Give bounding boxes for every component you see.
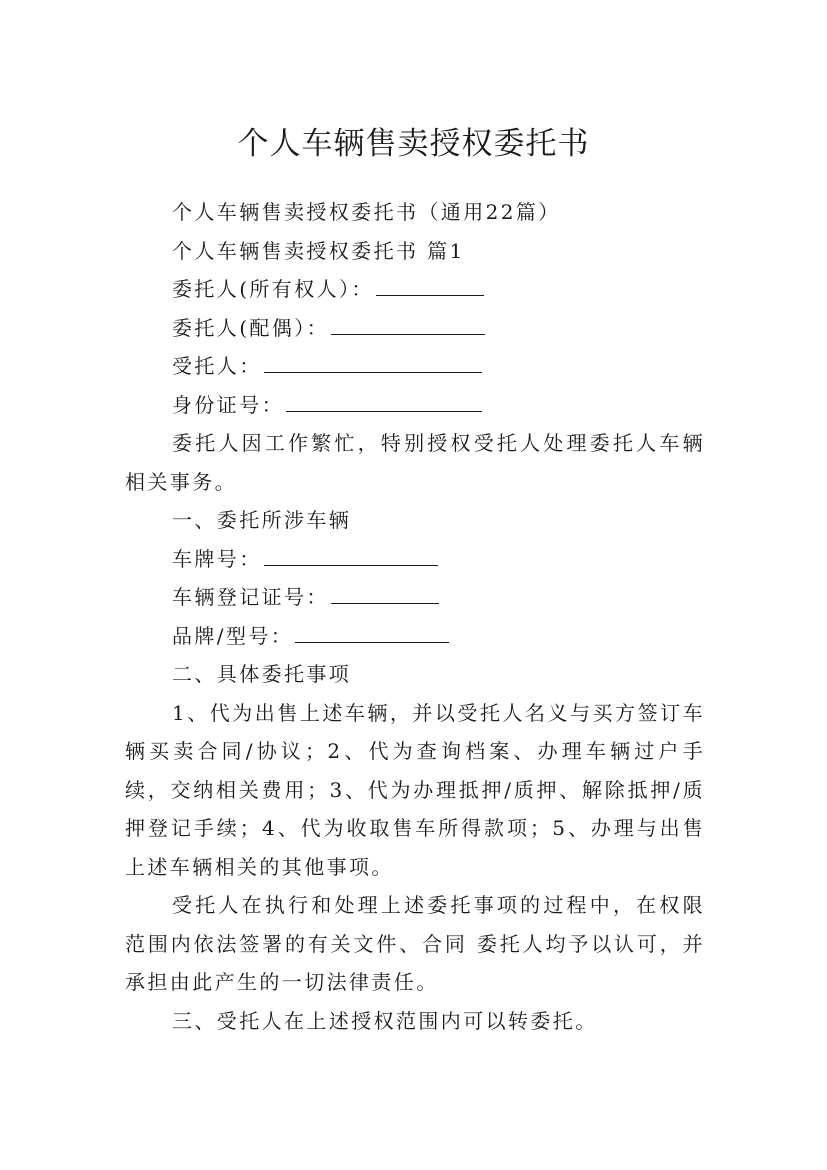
- id-number-field: [125, 386, 705, 425]
- model-label: 品牌/型号：: [172, 623, 294, 648]
- intro-paragraph: 委托人因工作繁忙，特别授权受托人处理委托人车辆相关事务。: [125, 431, 705, 494]
- document-title: 个人车辆售卖授权委托书: [237, 125, 590, 162]
- spouse-field: [125, 309, 705, 348]
- plate-field: [125, 540, 705, 579]
- heading-vehicle: 一、委托所涉车辆: [172, 508, 352, 532]
- document-body: [125, 193, 705, 1040]
- owner-blank: [376, 275, 484, 296]
- registration-blank: [331, 583, 439, 604]
- plate-blank: [264, 545, 438, 566]
- spouse-blank: [331, 314, 485, 335]
- heading-subdelegation: 三、受托人在上述授权范围内可以转委托。: [172, 1008, 598, 1033]
- responsibility-paragraph: 受托人在执行和处理上述委托事项的过程中，在权限范围内依法签署的有关文件、合同 委托人均予以认可，并承担由此产生的一切法律责任。: [125, 893, 705, 994]
- registration-label: 车辆登记证号：: [172, 585, 329, 609]
- agent-field: [125, 347, 705, 386]
- document-subtitle: 个人车辆售卖授权委托书（通用22篇）: [172, 200, 561, 224]
- spouse-label: 委托人(配偶）：: [172, 315, 330, 340]
- model-blank: [295, 622, 449, 643]
- agent-label: 受托人：: [172, 354, 262, 378]
- heading-matters: 二、具体委托事项: [172, 662, 352, 686]
- section-heading: 个人车辆售卖授权委托书 篇1: [172, 238, 465, 263]
- registration-field: [125, 578, 705, 617]
- plate-label: 车牌号：: [172, 546, 262, 571]
- agent-blank: [264, 352, 482, 373]
- items-paragraph: 1、代为出售上述车辆，并以受托人名义与买方签订车辆买卖合同/协议；2、代为查询档案、办理车辆过户手续，交纳相关费用；3、代为办理抵押/质押、解除抵押/质押登记手续；4、代为收取售车所得款项；5、办理与出售上述车辆相关的其他事项。: [125, 700, 705, 879]
- owner-field: [125, 270, 705, 309]
- id-number-label: 身份证号：: [172, 392, 284, 417]
- id-number-blank: [286, 391, 482, 412]
- owner-label: 委托人(所有权人）：: [172, 277, 374, 301]
- model-field: [125, 617, 705, 656]
